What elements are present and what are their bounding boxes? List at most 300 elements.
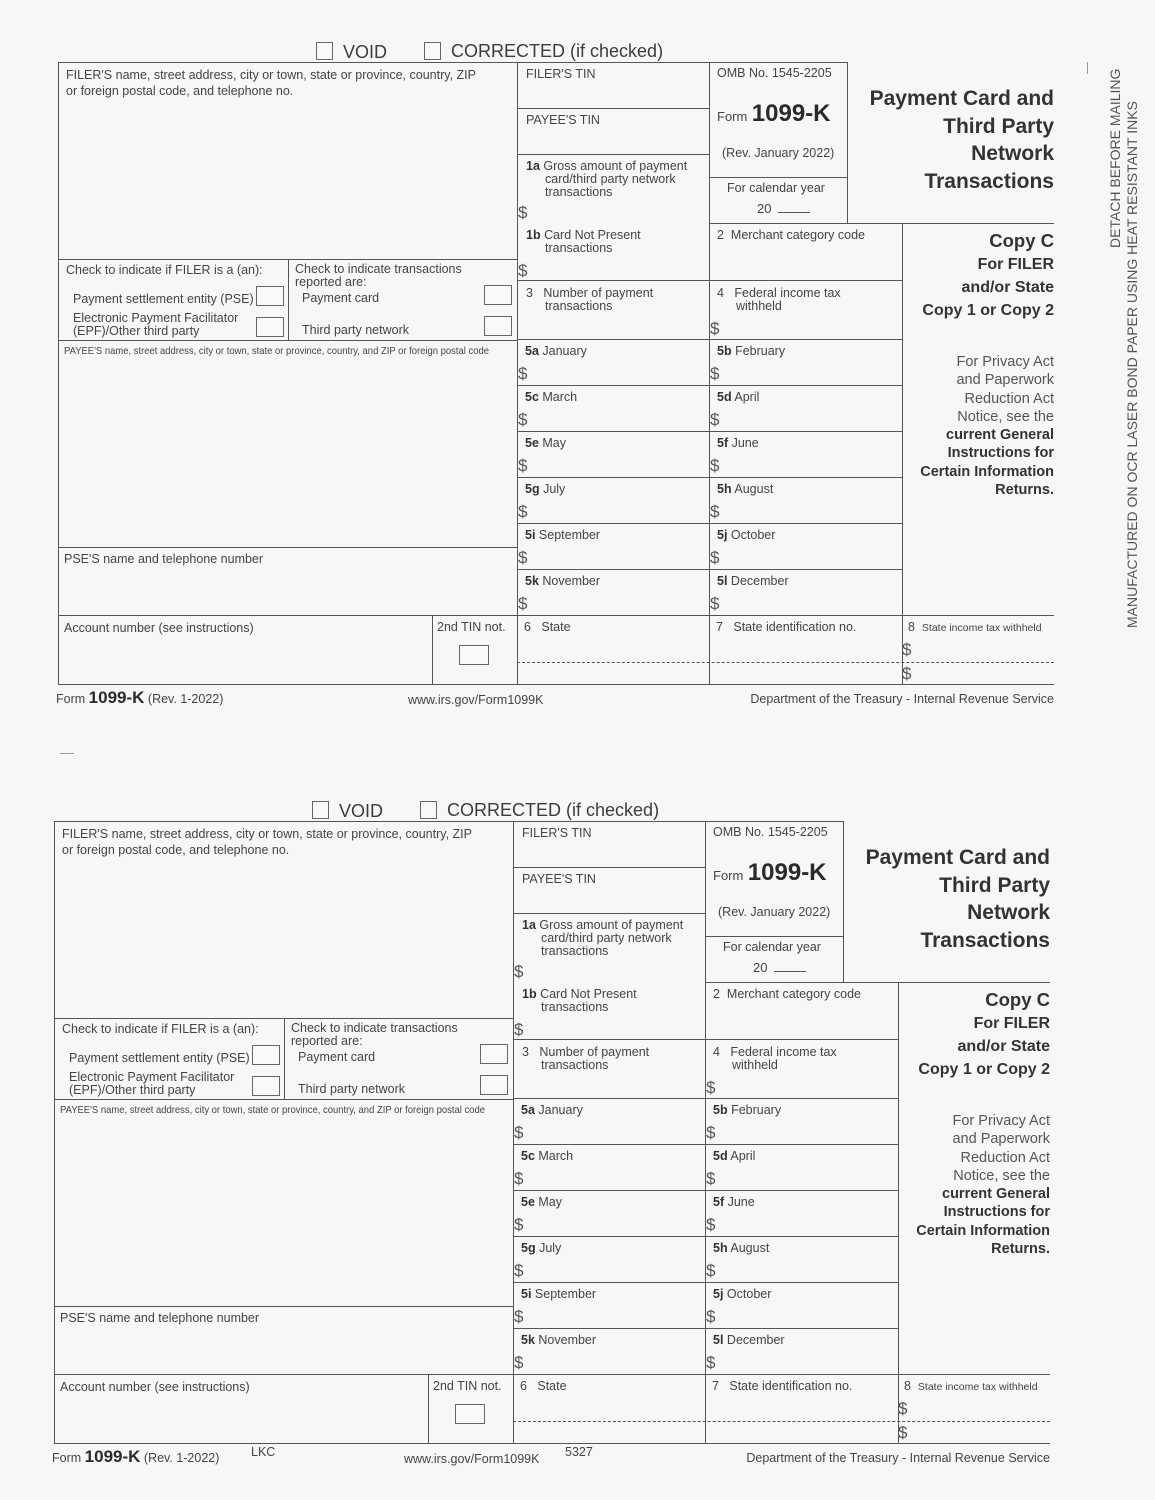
col-state-split	[513, 1374, 514, 1444]
corrected-note: (if checked)	[570, 41, 664, 61]
payee-tin-field[interactable]	[515, 889, 703, 911]
month-box-5d	[709, 386, 902, 431]
copy-c-title: Copy C	[985, 989, 1050, 1010]
payee-block-label: PAYEE'S name, street address, city or town, state or province, country, and ZIP or foreign postal code	[60, 1104, 485, 1116]
box-8-label	[908, 621, 1042, 635]
month-amount-field[interactable]	[720, 1211, 895, 1233]
box-8-field-2[interactable]	[912, 1423, 1048, 1441]
box-3-field[interactable]	[520, 315, 706, 337]
box-1a-line3: transactions	[545, 185, 613, 199]
box-6-label	[524, 621, 571, 634]
epf-label	[69, 1071, 234, 1097]
corrected-checkbox[interactable]	[420, 801, 437, 819]
box-6-field-2[interactable]	[520, 664, 706, 682]
month-label	[525, 437, 566, 450]
filer-name-field[interactable]	[60, 100, 515, 256]
vendor-code: LKC	[251, 1445, 276, 1459]
box-2-field[interactable]	[712, 248, 900, 278]
box-1b-label	[522, 988, 637, 1014]
month-dollar: $	[514, 1169, 524, 1188]
box-1a-num: 1a	[526, 159, 540, 173]
box-1a-field[interactable]	[532, 200, 706, 222]
month-amount-field[interactable]	[532, 590, 706, 612]
omb-number: OMB No. 1545-2205	[713, 825, 828, 839]
pse-checkbox[interactable]	[252, 1045, 280, 1065]
box-7-label	[712, 1380, 852, 1393]
copy-c-panel	[922, 229, 1054, 322]
rule-tin-split	[432, 615, 433, 685]
frame-left	[58, 62, 59, 685]
month-label	[525, 345, 587, 358]
box-1b-dollar: $	[518, 261, 528, 280]
copy-c-line: and/or State	[961, 279, 1054, 296]
privacy-notice	[916, 1112, 1050, 1258]
form-copy-1	[0, 0, 1155, 720]
rev-date: (Rev. January 2022)	[722, 146, 835, 160]
rule-pse-top	[58, 547, 517, 548]
month-label	[525, 483, 565, 496]
box-4-line2: withheld	[732, 1058, 778, 1072]
month-name: March	[542, 390, 578, 404]
box-1b-line1: Card Not Present	[540, 987, 637, 1001]
month-name: June	[727, 1195, 755, 1209]
month-name: May	[538, 1195, 563, 1209]
form-id	[717, 100, 831, 128]
month-label	[521, 1104, 583, 1117]
month-num: 5k	[521, 1333, 535, 1347]
form-word: Form	[713, 868, 744, 883]
month-amount-field[interactable]	[720, 1303, 895, 1325]
box-3-label	[526, 287, 653, 313]
copy-c-line: For FILER	[977, 256, 1054, 273]
col-omb-right	[847, 62, 848, 223]
box-4-dollar: $	[710, 319, 720, 338]
footer-dept: Department of the Treasury - Internal Revenue Service	[746, 1451, 1050, 1465]
box-4-line2: withheld	[736, 299, 782, 313]
month-dollar: $	[710, 410, 720, 429]
corrected-checkbox[interactable]	[424, 42, 441, 60]
month-amount-field[interactable]	[720, 1349, 895, 1371]
box-1b-line2: transactions	[541, 1000, 609, 1014]
box-8-num: 8	[908, 620, 915, 634]
month-num: 5f	[713, 1195, 725, 1209]
month-num: 5i	[525, 528, 536, 542]
third-party-checkbox[interactable]	[480, 1075, 508, 1095]
month-num: 5l	[717, 574, 728, 588]
box-4-label	[713, 1046, 837, 1072]
rule-account-top	[54, 1374, 513, 1375]
void-checkbox[interactable]	[316, 42, 333, 60]
month-label	[525, 575, 600, 588]
month-label	[717, 345, 785, 358]
box-8-dollar-2: $	[898, 1423, 908, 1442]
month-label	[713, 1242, 769, 1255]
footer-form-number: 1099-K	[84, 1447, 141, 1466]
box-4-field[interactable]	[720, 1074, 896, 1096]
month-box-5g	[517, 478, 709, 523]
filer-type-label: Check to indicate if FILER is a (an):	[62, 1022, 259, 1036]
month-num: 5b	[713, 1103, 728, 1117]
month-amount-field[interactable]	[528, 1211, 702, 1233]
box-2-num: 2	[717, 228, 724, 242]
rule-payee-tin	[517, 154, 709, 155]
box-8-field-2[interactable]	[916, 664, 1052, 682]
month-num: 5f	[717, 436, 729, 450]
month-amount-field[interactable]	[528, 1165, 702, 1187]
box-6-field-1[interactable]	[516, 1397, 702, 1419]
box-1a-dollar: $	[514, 962, 524, 981]
third-party-checkbox[interactable]	[484, 316, 512, 336]
pse-label: Payment settlement entity (PSE)	[73, 292, 254, 306]
box-8-field-1[interactable]	[912, 1397, 1048, 1419]
month-label	[713, 1334, 785, 1347]
epf-checkbox[interactable]	[252, 1076, 280, 1096]
month-box-5a	[513, 1099, 705, 1144]
month-amount-field[interactable]	[720, 1257, 895, 1279]
month-name: August	[734, 482, 774, 496]
account-number-label: Account number (see instructions)	[60, 1380, 250, 1394]
month-amount-field[interactable]	[532, 498, 706, 520]
box-6-text: State	[537, 1379, 567, 1393]
box-7-label	[716, 621, 856, 634]
month-num: 5h	[713, 1241, 728, 1255]
transactions-type-label	[291, 1022, 458, 1048]
box-8-num: 8	[904, 1379, 911, 1393]
filer-block-label	[66, 69, 476, 98]
month-dollar: $	[518, 502, 528, 521]
title-line: Transactions	[924, 169, 1054, 193]
month-label	[713, 1150, 755, 1163]
month-dollar: $	[710, 594, 720, 613]
privacy-bold-line: Returns.	[991, 1241, 1050, 1258]
rule-payee-top	[58, 340, 517, 341]
box-6-field-2[interactable]	[516, 1423, 702, 1441]
month-label	[713, 1196, 755, 1209]
box-1a-label	[522, 919, 683, 958]
payee-tin-label: PAYEE'S TIN	[522, 872, 596, 886]
filer-tin-field[interactable]	[519, 84, 707, 106]
month-box-5c	[513, 1145, 705, 1190]
month-num: 5a	[525, 344, 539, 358]
month-label	[717, 437, 759, 450]
box-7-field-2[interactable]	[712, 664, 900, 682]
box-4-field[interactable]	[724, 315, 900, 337]
month-dollar: $	[706, 1353, 716, 1372]
box-1b-dollar: $	[514, 1020, 524, 1039]
box-1a-num: 1a	[522, 918, 536, 932]
month-dollar: $	[706, 1169, 716, 1188]
calendar-year	[753, 960, 806, 975]
box-1b-line2: transactions	[545, 241, 613, 255]
box-1a-line3: transactions	[541, 944, 609, 958]
corrected-text: CORRECTED	[447, 800, 562, 820]
month-name: May	[542, 436, 567, 450]
payee-name-field[interactable]	[56, 1119, 511, 1304]
month-amount-field[interactable]	[724, 544, 899, 566]
month-name: March	[538, 1149, 574, 1163]
state-dash-line	[517, 662, 1054, 663]
box-1b-field[interactable]	[532, 258, 706, 278]
box-1a-line1: Gross amount of payment	[539, 918, 684, 932]
month-dollar: $	[710, 456, 720, 475]
box-4-num: 4	[717, 286, 724, 300]
month-amount-field[interactable]	[532, 406, 706, 428]
month-dollar: $	[710, 364, 720, 383]
rule-5k	[517, 615, 902, 616]
frame-bottom	[58, 684, 1054, 685]
filer-label-line1: FILER'S name, street address, city or town, state or province, country, ZIP	[66, 68, 476, 82]
month-amount-field[interactable]	[724, 498, 899, 520]
month-name: October	[730, 528, 776, 542]
corrected-note: (if checked)	[566, 800, 660, 820]
second-tin-checkbox[interactable]	[459, 645, 489, 665]
copy-c-line: For FILER	[973, 1015, 1050, 1032]
month-amount-field[interactable]	[528, 1303, 702, 1325]
privacy-line: For Privacy Act	[952, 1113, 1050, 1129]
footer-rev: (Rev. 1-2022)	[147, 692, 224, 706]
payment-card-label: Payment card	[302, 291, 380, 305]
month-box-5c	[517, 386, 709, 431]
box-1b-num: 1b	[526, 228, 541, 242]
footer-form-id	[56, 688, 223, 708]
rule-tin-split	[428, 1374, 429, 1444]
box-8-field-1[interactable]	[916, 638, 1052, 660]
month-dollar: $	[706, 1215, 716, 1234]
omb-number: OMB No. 1545-2205	[717, 66, 832, 80]
void-label: VOID	[339, 801, 384, 821]
month-box-5l	[709, 570, 902, 615]
month-name: December	[726, 1333, 785, 1347]
calendar-year-field[interactable]	[774, 961, 806, 972]
month-amount-field[interactable]	[724, 452, 899, 474]
month-name: June	[731, 436, 759, 450]
rule-box8-top	[898, 1374, 1050, 1375]
calendar-year-field[interactable]	[778, 202, 810, 213]
box-8-dollar-2: $	[902, 664, 912, 683]
box-8-text: State income tax withheld	[921, 622, 1042, 634]
month-box-5e	[517, 432, 709, 477]
month-amount-field[interactable]	[724, 360, 899, 382]
epf-label-line1: Electronic Payment Facilitator	[69, 1070, 235, 1084]
privacy-notice	[920, 353, 1054, 499]
box-1b-line1: Card Not Present	[544, 228, 641, 242]
second-tin-checkbox[interactable]	[455, 1404, 485, 1424]
payment-card-checkbox[interactable]	[484, 285, 512, 305]
month-amount-field[interactable]	[720, 1165, 895, 1187]
month-label	[525, 391, 577, 404]
box-8-dollar-1: $	[902, 640, 912, 659]
rule-payee-tin	[513, 913, 705, 914]
box-3-line1: Number of payment	[539, 1045, 650, 1059]
box-8-dollar-1: $	[898, 1399, 908, 1418]
paper-notice: MANUFACTURED ON OCR LASER BOND PAPER USING HEAT RESISTANT INKS	[1124, 101, 1140, 628]
box-8-text: State income tax withheld	[917, 1381, 1038, 1393]
month-dollar: $	[518, 456, 528, 475]
trans-label-line2: reported are:	[291, 1034, 363, 1048]
box-1b-field[interactable]	[528, 1017, 702, 1037]
box-6-field-1[interactable]	[520, 638, 706, 660]
footer-dept: Department of the Treasury - Internal Revenue Service	[750, 692, 1054, 706]
month-label	[717, 483, 773, 496]
box-1a-line2: card/third party network	[541, 931, 672, 945]
title-line: Third Party	[943, 114, 1054, 138]
box-2-num: 2	[713, 987, 720, 1001]
month-amount-field[interactable]	[720, 1119, 895, 1141]
month-box-5g	[513, 1237, 705, 1282]
calendar-year-label: For calendar year	[727, 181, 825, 195]
month-dollar: $	[710, 502, 720, 521]
epf-checkbox[interactable]	[256, 317, 284, 337]
month-dollar: $	[518, 410, 528, 429]
catalog-number: 5327	[565, 1445, 593, 1459]
month-box-5d	[705, 1145, 898, 1190]
month-num: 5b	[717, 344, 732, 358]
footer-form-number: 1099-K	[88, 688, 145, 707]
form-id	[713, 859, 827, 887]
box-4-line1: Federal income tax	[730, 1045, 837, 1059]
privacy-bold-line: current General	[942, 1186, 1050, 1203]
month-num: 5e	[525, 436, 539, 450]
month-amount-field[interactable]	[528, 1119, 702, 1141]
rule-check-split	[288, 259, 289, 340]
payment-card-label: Payment card	[298, 1050, 376, 1064]
month-amount-field[interactable]	[532, 452, 706, 474]
month-label	[521, 1334, 596, 1347]
month-name: August	[730, 1241, 770, 1255]
box-4-num: 4	[713, 1045, 720, 1059]
calendar-year-prefix: 20	[753, 960, 768, 975]
col-state-split	[517, 615, 518, 685]
box-3-line1: Number of payment	[543, 286, 654, 300]
form-word: Form	[717, 109, 748, 124]
box-3-num: 3	[526, 286, 533, 300]
month-box-5k	[517, 570, 709, 615]
filer-type-label: Check to indicate if FILER is a (an):	[66, 263, 263, 277]
trans-label-line1: Check to indicate transactions	[295, 262, 462, 276]
month-name: December	[730, 574, 789, 588]
rule-filer-tin	[513, 867, 705, 868]
privacy-bold-line: Instructions for	[947, 445, 1054, 462]
month-amount-field[interactable]	[724, 590, 899, 612]
month-box-5h	[709, 478, 902, 523]
box-2-label	[717, 229, 865, 242]
month-num: 5l	[713, 1333, 724, 1347]
pse-name-field[interactable]	[60, 568, 515, 613]
box-7-text: State identification no.	[729, 1379, 853, 1393]
box-6-num: 6	[520, 1379, 527, 1393]
corrected-label	[447, 801, 659, 819]
privacy-line: For Privacy Act	[956, 354, 1054, 370]
month-name: October	[726, 1287, 772, 1301]
calendar-year-label: For calendar year	[723, 940, 821, 954]
epf-label-line1: Electronic Payment Facilitator	[73, 311, 239, 325]
box-1b-num: 1b	[522, 987, 537, 1001]
filer-label-line1: FILER'S name, street address, city or town, state or province, country, ZIP	[62, 827, 472, 841]
third-party-label: Third party network	[302, 323, 409, 337]
month-amount-field[interactable]	[532, 544, 706, 566]
month-name: February	[731, 1103, 782, 1117]
month-box-5j	[705, 1283, 898, 1328]
rev-date: (Rev. January 2022)	[718, 905, 831, 919]
rule-5k	[513, 1374, 898, 1375]
box-3-num: 3	[522, 1045, 529, 1059]
payee-name-field[interactable]	[60, 360, 515, 545]
filer-name-field[interactable]	[56, 859, 511, 1015]
month-label	[713, 1288, 771, 1301]
account-number-field[interactable]	[56, 1396, 426, 1441]
filer-tin-field[interactable]	[515, 843, 703, 865]
rule-1b	[513, 1039, 898, 1040]
form-number: 1099-K	[747, 859, 827, 886]
month-box-5l	[705, 1329, 898, 1374]
rule-account-top	[58, 615, 517, 616]
month-name: September	[538, 528, 601, 542]
transactions-type-label	[295, 263, 462, 289]
month-amount-field[interactable]	[724, 406, 899, 428]
box-1a-line1: Gross amount of payment	[543, 159, 688, 173]
footer-form-word: Form	[52, 1451, 82, 1465]
month-name: April	[734, 390, 760, 404]
month-dollar: $	[706, 1307, 716, 1326]
month-num: 5j	[717, 528, 728, 542]
filer-block-label	[62, 828, 472, 857]
payee-block-label: PAYEE'S name, street address, city or town, state or province, country, and ZIP or foreign postal code	[64, 345, 489, 357]
calendar-year-prefix: 20	[757, 201, 772, 216]
rule-filer-tin	[517, 108, 709, 109]
month-num: 5h	[717, 482, 732, 496]
rule-check-split	[284, 1018, 285, 1099]
box-8-label	[904, 1380, 1038, 1394]
month-amount-field[interactable]	[528, 1349, 702, 1371]
month-box-5f	[709, 432, 902, 477]
payment-card-checkbox[interactable]	[480, 1044, 508, 1064]
box-7-field-2[interactable]	[708, 1423, 896, 1441]
footer-rev: (Rev. 1-2022)	[143, 1451, 220, 1465]
month-num: 5j	[713, 1287, 724, 1301]
pse-checkbox[interactable]	[256, 286, 284, 306]
form-title	[870, 85, 1054, 195]
void-checkbox[interactable]	[312, 801, 329, 819]
month-box-5b	[709, 340, 902, 385]
box-7-field-1[interactable]	[708, 1397, 896, 1419]
privacy-line: Reduction Act	[964, 390, 1054, 407]
month-name: February	[735, 344, 786, 358]
col-omb-right	[843, 821, 844, 982]
void-label: VOID	[343, 42, 388, 62]
box-6-num: 6	[524, 620, 531, 634]
box-2-label	[713, 988, 861, 1001]
box-2-field[interactable]	[708, 1007, 896, 1037]
title-line: Network	[967, 901, 1050, 924]
payee-tin-field[interactable]	[519, 130, 707, 152]
privacy-line: Reduction Act	[960, 1149, 1050, 1166]
box-1a-field[interactable]	[528, 959, 702, 981]
rule-rev	[705, 936, 843, 937]
privacy-line: Notice, see the	[957, 408, 1054, 425]
privacy-bold-line: Returns.	[995, 482, 1054, 499]
box-3-field[interactable]	[516, 1074, 702, 1096]
footer-url: www.irs.gov/Form1099K	[408, 693, 544, 707]
account-number-field[interactable]	[60, 637, 430, 682]
month-amount-field[interactable]	[532, 360, 706, 382]
month-name: November	[542, 574, 601, 588]
box-7-field-1[interactable]	[712, 638, 900, 660]
month-label	[717, 391, 759, 404]
box-1a-label	[526, 160, 687, 199]
month-amount-field[interactable]	[528, 1257, 702, 1279]
pse-name-field[interactable]	[56, 1327, 511, 1372]
month-num: 5c	[525, 390, 539, 404]
